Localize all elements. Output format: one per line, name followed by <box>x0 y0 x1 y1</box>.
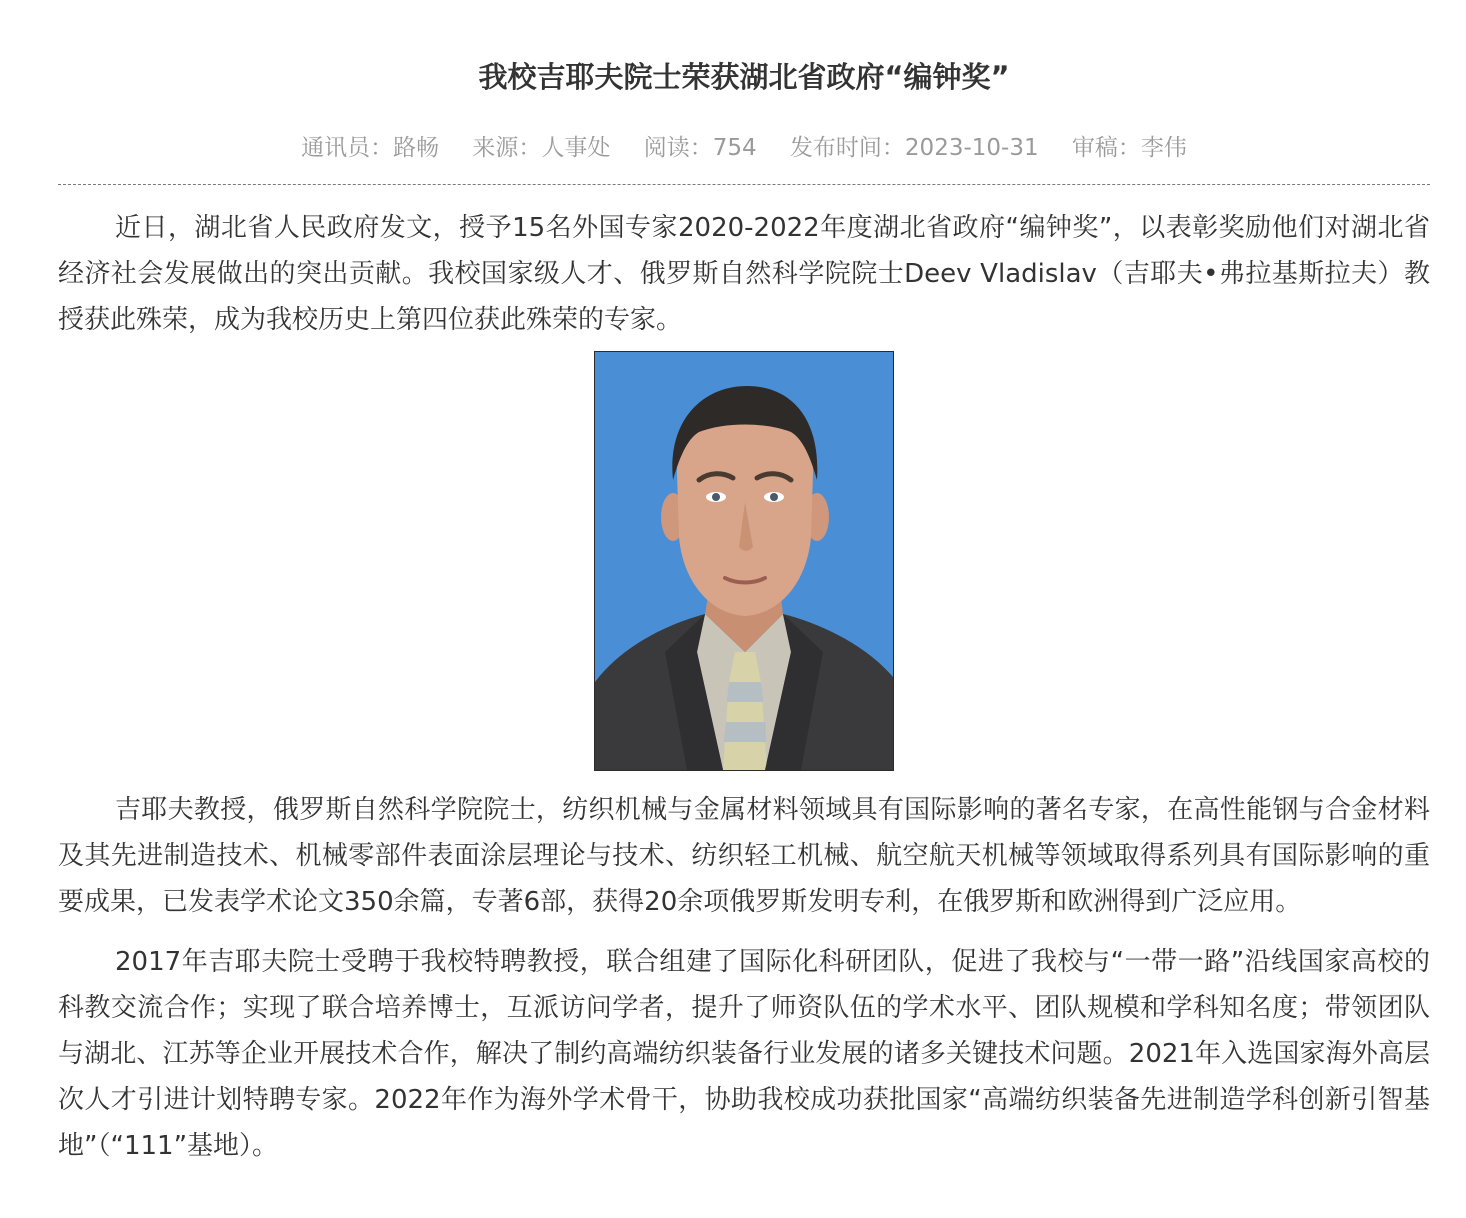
paragraph-2: 吉耶夫教授，俄罗斯自然科学院院士，纺织机械与金属材料领域具有国际影响的著名专家，在高性能钢与合金材料及其先进制造技术、机械零部件表面涂层理论与技术、纺织轻工机械、航空航天机械等领域取得系列具有国际影响的重要成果，已发表学术论文350余篇，专著6部，获得20余项俄罗斯发明专利，在俄罗斯和欧洲得到广泛应用。 <box>58 795 1430 917</box>
article <box>58 0 1430 1169</box>
photo-container <box>58 351 1430 771</box>
paragraph-3: 2017年吉耶夫院士受聘于我校特聘教授，联合组建了国际化科研团队，促进了我校与“一带一路”沿线国家高校的科教交流合作；实现了联合培养博士，互派访问学者，提升了师资队伍的学术水平、团队规模和学科知名度；带领团队与湖北、江苏等企业开展技术合作，解决了制约高端纺织装备行业发展的诸多关键技术问题。2021年入选国家海外高层次人才引进计划特聘专家。2022年作为海外学术骨干，协助我校成功获批国家“高端纺织装备先进制造学科创新引智基地”（“111”基地）。 <box>58 947 1430 1161</box>
portrait-photo <box>594 351 894 771</box>
meta-reviewer: 审稿：李伟 <box>1071 135 1187 161</box>
meta-reporter: 通讯员：路畅 <box>301 135 440 161</box>
portrait-image <box>595 352 893 770</box>
meta-source: 来源：人事处 <box>472 135 611 161</box>
meta-reads: 阅读：754 <box>643 135 757 161</box>
meta-published: 发布时间：2023-10-31 <box>789 135 1039 161</box>
meta-divider <box>58 184 1430 185</box>
article-meta <box>58 126 1430 170</box>
paragraph-1: 近日，湖北省人民政府发文，授予15名外国专家2020-2022年度湖北省政府“编钟奖”，以表彰奖励他们对湖北省经济社会发展做出的突出贡献。我校国家级人才、俄罗斯自然科学院院士Deev Vladislav（吉耶夫•弗拉基斯拉夫）教授获此殊荣，成为我校历史上第四位获此殊荣的专家。 <box>58 213 1430 335</box>
article-title: 我校吉耶夫院士荣获湖北省政府“编钟奖” <box>478 60 1010 94</box>
